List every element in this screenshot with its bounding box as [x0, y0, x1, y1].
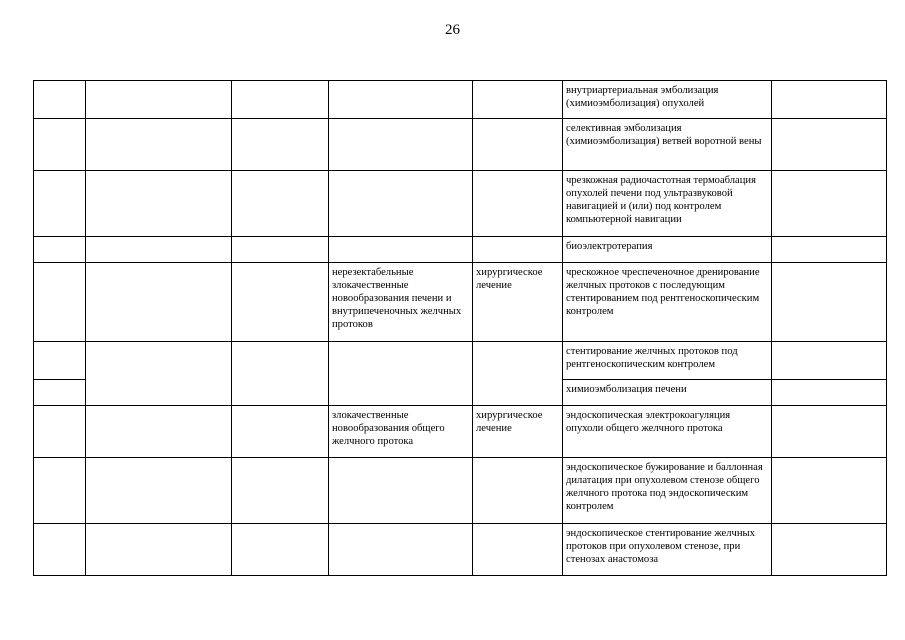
cell-diagnosis: [329, 524, 473, 576]
cell-number: [34, 237, 86, 263]
cell-number: [34, 524, 86, 576]
table-row: [34, 81, 887, 119]
cell-code: [232, 263, 329, 342]
cell-cost: [772, 119, 887, 171]
cell-profile: [86, 342, 232, 406]
cell-method: эндоскопическая электрокоагуляция опухоли общего желчного протока: [563, 406, 772, 458]
cell-profile: [86, 458, 232, 524]
cell-cost: [772, 171, 887, 237]
cell-code: [232, 524, 329, 576]
cell-diagnosis: [329, 119, 473, 171]
cell-number: [34, 406, 86, 458]
services-table: [33, 80, 887, 576]
cell-code: [232, 237, 329, 263]
cell-code: [232, 119, 329, 171]
cell-treatment-type: [473, 119, 563, 171]
cell-diagnosis: [329, 171, 473, 237]
cell-profile: [86, 524, 232, 576]
cell-diagnosis: [329, 342, 473, 406]
cell-code: [232, 458, 329, 524]
cell-diagnosis: [329, 458, 473, 524]
cell-method: внутриартериальная эмболизация (химиоэмболизация) опухолей: [563, 81, 772, 119]
cell-cost: [772, 458, 887, 524]
table-row: [34, 342, 887, 380]
cell-treatment-type: [473, 237, 563, 263]
cell-code: [232, 81, 329, 119]
page-number: 26: [445, 22, 460, 38]
cell-cost: [772, 237, 887, 263]
cell-profile: [86, 171, 232, 237]
table-row: [34, 171, 887, 237]
cell-profile: [86, 119, 232, 171]
cell-code: [232, 171, 329, 237]
table-row: [34, 119, 887, 171]
cell-method: чрескожное чреспеченочное дренирование желчных протоков с последующим стентированием под рентгеноскопическим контролем: [563, 263, 772, 342]
cell-treatment-type: [473, 171, 563, 237]
cell-profile: [86, 263, 232, 342]
cell-number: [34, 342, 86, 380]
cell-cost: [772, 81, 887, 119]
cell-method: эндоскопическое бужирование и баллонная дилатация при опухолевом стенозе общего желчного протока под эндоскопическим контролем: [563, 458, 772, 524]
cell-number: [34, 380, 86, 406]
cell-code: [232, 406, 329, 458]
cell-profile: [86, 406, 232, 458]
table-row: [34, 237, 887, 263]
cell-cost: [772, 406, 887, 458]
cell-cost: [772, 263, 887, 342]
cell-treatment-type: [473, 458, 563, 524]
cell-method: биоэлектротерапия: [563, 237, 772, 263]
cell-treatment-type: [473, 524, 563, 576]
cell-method: чрезкожная радиочастотная термоаблация опухолей печени под ультразвуковой навигацией и (или) под контролем компьютерной навигации: [563, 171, 772, 237]
cell-cost: [772, 380, 887, 406]
cell-cost: [772, 524, 887, 576]
cell-treatment-type: [473, 342, 563, 406]
cell-diagnosis: злокачественные новообразования общего желчного протока: [329, 406, 473, 458]
table-row: [34, 458, 887, 524]
cell-profile: [86, 237, 232, 263]
cell-cost: [772, 342, 887, 380]
cell-method: эндоскопическое стентирование желчных протоков при опухолевом стенозе, при стенозах анастомоза: [563, 524, 772, 576]
table-row: [34, 524, 887, 576]
cell-method: селективная эмболизация (химиоэмболизация) ветвей воротной вены: [563, 119, 772, 171]
cell-number: [34, 119, 86, 171]
cell-treatment-type: хирургическое лечение: [473, 263, 563, 342]
cell-number: [34, 81, 86, 119]
cell-diagnosis: [329, 81, 473, 119]
cell-diagnosis: [329, 237, 473, 263]
table-row: [34, 406, 887, 458]
cell-profile: [86, 81, 232, 119]
cell-diagnosis: нерезектабельные злокачественные новообразования печени и внутрипеченочных желчных протоков: [329, 263, 473, 342]
cell-code: [232, 342, 329, 406]
cell-number: [34, 263, 86, 342]
cell-number: [34, 171, 86, 237]
cell-method: стентирование желчных протоков под рентгеноскопическим контролем: [563, 342, 772, 380]
table-row: [34, 263, 887, 342]
cell-method: химиоэмболизация печени: [563, 380, 772, 406]
cell-treatment-type: [473, 81, 563, 119]
cell-number: [34, 458, 86, 524]
cell-treatment-type: хирургическое лечение: [473, 406, 563, 458]
